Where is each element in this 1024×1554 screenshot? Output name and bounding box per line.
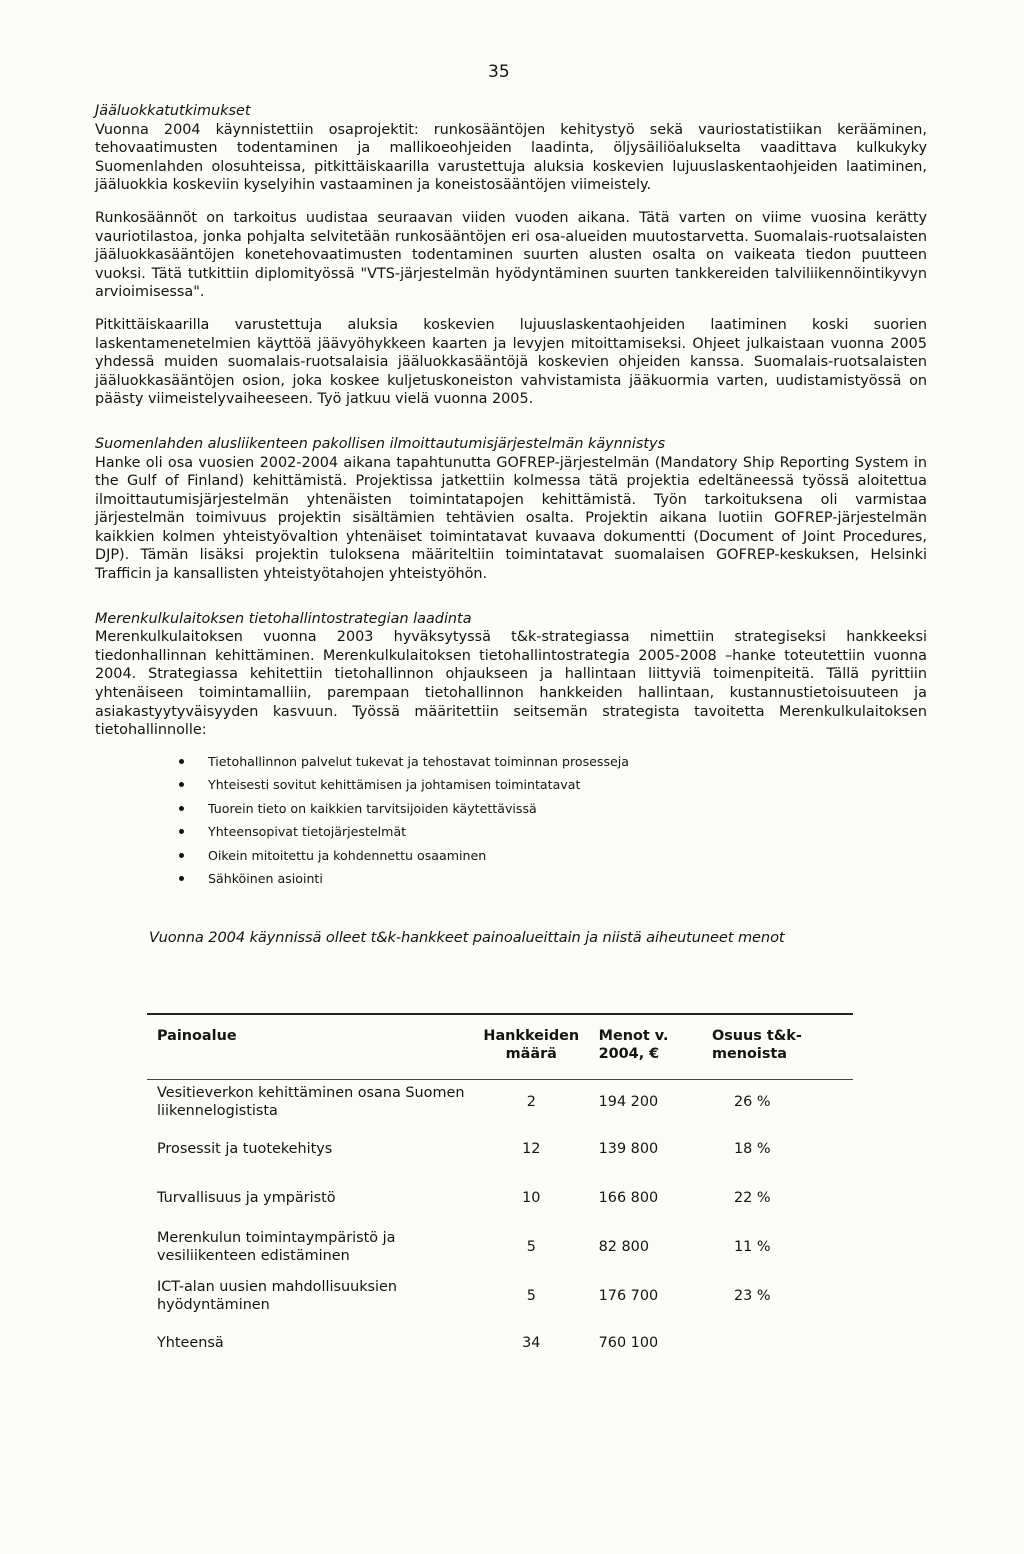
paragraph: Hanke oli osa vuosien 2002-2004 aikana tapahtunutta GOFREP-järjestelmän (Mandatory Ship Reporting System in the Gulf of Finland) kehittämistä. Projektissa jatkettiin kolmessa tätä projektia edeltäneessä työssä aloitettua ilmoittautumisjärjestelmän yhtenäisten toimintatapojen kehittämistä. Työn tarkoituksena oli varmistaa järjestelmän toimivuus projektin sisältämien tehtävien osalta. Projektin aikana luotiin GOFREP-järjestelmän kaikkien kolmen yhteistyövaltion yhtenäiset toimintatavat kuvaava dokumentti (Document of Joint Procedures, DJP). Tämän lisäksi projektin tuloksena määriteltiin toimintatavat suomalaisen GOFREP-keskuksen, Helsinki Trafficin ja kansallisten yhteistyötahojen yhteistyöhön. [95, 454, 927, 583]
header-share: Osuus t&k-menoista [712, 1028, 802, 1062]
cell-area: Turvallisuus ja ympäristö [157, 1189, 336, 1206]
cell-cost: 194 200 [598, 1094, 659, 1110]
paragraph: Runkosäännöt on tarkoitus uudistaa seuraavan viiden vuoden aikana. Tätä varten on viime vuosina kerätty vauriotilastoa, jonka pohjalta selvitetään runkosääntöjen eri osa-alueiden muutostarvetta. Suomalais-ruotsalaisten jääluokkasääntöjen konetehovaatimusten todentaminen suurten alusten osalta on vaikeata tiedon puutteen vuoksi. Tätä tutkittiin diplomityössä "VTS-järjestelmän hyödyntäminen suurten tankkereiden talviliikennöintikyvyn arvioimisessa". [95, 209, 927, 301]
budget-table [147, 1015, 853, 1366]
header-count: Hankkeiden määrä [483, 1028, 580, 1062]
cell-area: Yhteensä [157, 1335, 224, 1351]
cell-count: 12 [522, 1140, 541, 1157]
cell-count: 2 [526, 1094, 536, 1110]
document-body [95, 102, 927, 947]
budget-table-wrapper [147, 1013, 853, 1366]
list-item-text: Tietohallinnon palvelut tukevat ja tehostavat toiminnan prosesseja [208, 753, 629, 769]
cell-cost: 82 800 [598, 1238, 649, 1255]
list-item-text: Yhteensopivat tietojärjestelmät [208, 824, 407, 840]
list-item [179, 820, 927, 844]
cell-area: ICT-alan uusien mahdollisuuksien hyödyntäminen [157, 1278, 398, 1313]
table-total-row [147, 1320, 853, 1366]
cell-share: 22 % [734, 1189, 771, 1206]
cell-count: 5 [526, 1287, 536, 1304]
cell-share: 11 % [734, 1238, 771, 1255]
table-row [147, 1080, 853, 1124]
list-item-text: Sähköinen asiointi [208, 871, 323, 887]
cell-share [712, 1320, 853, 1366]
section-gofrep [95, 435, 927, 584]
strategic-goals-list [95, 750, 927, 891]
table-row [147, 1124, 853, 1173]
bullet-icon [179, 806, 184, 811]
cell-share: 18 % [734, 1140, 771, 1157]
bullet-icon [179, 853, 184, 858]
header-cost: Menot v. 2004, € [598, 1028, 669, 1062]
paragraph: Vuonna 2004 käynnistettiin osaprojektit: runkosääntöjen kehitystyö sekä vauriostatistiikan kerääminen, tehovaatimusten todentaminen ja mallikoeohjeiden laadinta, öljysäiliöalukselta vaadittava kulkukyky Suomenlahden olosuhteissa, pitkittäiskaarilla varustettuja aluksia koskevien lujuuslaskentaohjeiden laatiminen, jääluokkia koskeviin kyselyihin vastaaminen ja koneistosääntöjen viimeistely. [95, 121, 927, 194]
section-heading: Jääluokkatutkimukset [95, 103, 251, 119]
cell-cost: 166 800 [598, 1189, 659, 1206]
bullet-icon [179, 782, 184, 787]
list-item-text: Oikein mitoitettu ja kohdennettu osaaminen [208, 847, 487, 863]
bullet-icon [179, 829, 184, 834]
section-ice-class-research [95, 102, 927, 409]
bullet-icon [179, 876, 184, 881]
list-item-text: Tuorein tieto on kaikkien tarvitsijoiden käytettävissä [208, 800, 537, 816]
paragraph: Pitkittäiskaarilla varustettuja aluksia koskevien lujuuslaskentaohjeiden laatiminen koski suorien laskentamenetelmien käyttöä jäävyöhykkeen kaarten ja levyjen mitoittamiseksi. Ohjeet julkaistaan vuonna 2005 yhdessä muiden suomalais-ruotsalaisia jääluokkasääntöjä koskevien ohjeiden kanssa. Suomalais-ruotsalaisten jääluokkasääntöjen osion, joka koskee kuljetuskoneiston vahvistamista jääkuormia varten, uudistamistyössä on päästy viimeistelyvaiheeseen. Työ jatkuu vielä vuonna 2005. [95, 316, 927, 408]
list-item [179, 867, 927, 891]
cell-area: Merenkulun toimintaympäristö ja vesiliikenteen edistäminen [157, 1229, 396, 1264]
table-row [147, 1222, 853, 1271]
list-item [179, 750, 927, 774]
table-caption: Vuonna 2004 käynnissä olleet t&k-hankkeet painoalueittain ja niistä aiheutuneet menot [149, 928, 785, 946]
table-row [147, 1271, 853, 1320]
cell-cost: 760 100 [598, 1335, 659, 1351]
list-item [179, 844, 927, 868]
cell-share: 23 % [734, 1287, 771, 1304]
cell-area: Vesitieverkon kehittäminen osana Suomen liikennelogistista [157, 1085, 465, 1119]
bullet-icon [179, 759, 184, 764]
section-heading: Suomenlahden alusliikenteen pakollisen ilmoittautumisjärjestelmän käynnistys [95, 435, 666, 452]
table-row [147, 1173, 853, 1222]
cell-count: 5 [526, 1238, 536, 1255]
section-heading: Merenkulkulaitoksen tietohallintostrategian laadinta [95, 610, 472, 627]
list-item [179, 797, 927, 821]
cell-share: 26 % [734, 1094, 771, 1110]
list-item-text: Yhteisesti sovitut kehittämisen ja johtamisen toimintatavat [208, 777, 581, 793]
table-header-row [147, 1015, 853, 1080]
cell-cost: 176 700 [598, 1287, 659, 1304]
paragraph: Merenkulkulaitoksen vuonna 2003 hyväksytyssä t&k-strategiassa nimettiin strategiseksi hankkeeksi tiedonhallinnan kehittäminen. Merenkulkulaitoksen tietohallintostrategia 2005-2008 –hanke toteutettiin vuonna 2004. Strategiassa kehitettiin tietohallinnon ohjaukseen ja hallintaan liittyviä toimenpiteitä. Tällä pyrittiin yhtenäiseen toimintamalliin, parempaan tietohallinnon hankkeiden hallintaan, kustannustietoisuuteen ja asiakastyytyväisyyden kasvuun. Työssä määritettiin seitsemän strategista tavoitetta Merenkulkulaitoksen tietohallinnolle: [95, 629, 927, 739]
cell-area: Prosessit ja tuotekehitys [157, 1140, 333, 1157]
cell-count: 34 [522, 1335, 541, 1351]
header-area: Painoalue [157, 1028, 237, 1044]
cell-cost: 139 800 [598, 1140, 659, 1157]
page-number: 35 [488, 62, 510, 82]
section-it-strategy [95, 610, 927, 740]
list-item [179, 773, 927, 797]
cell-count: 10 [522, 1189, 541, 1206]
